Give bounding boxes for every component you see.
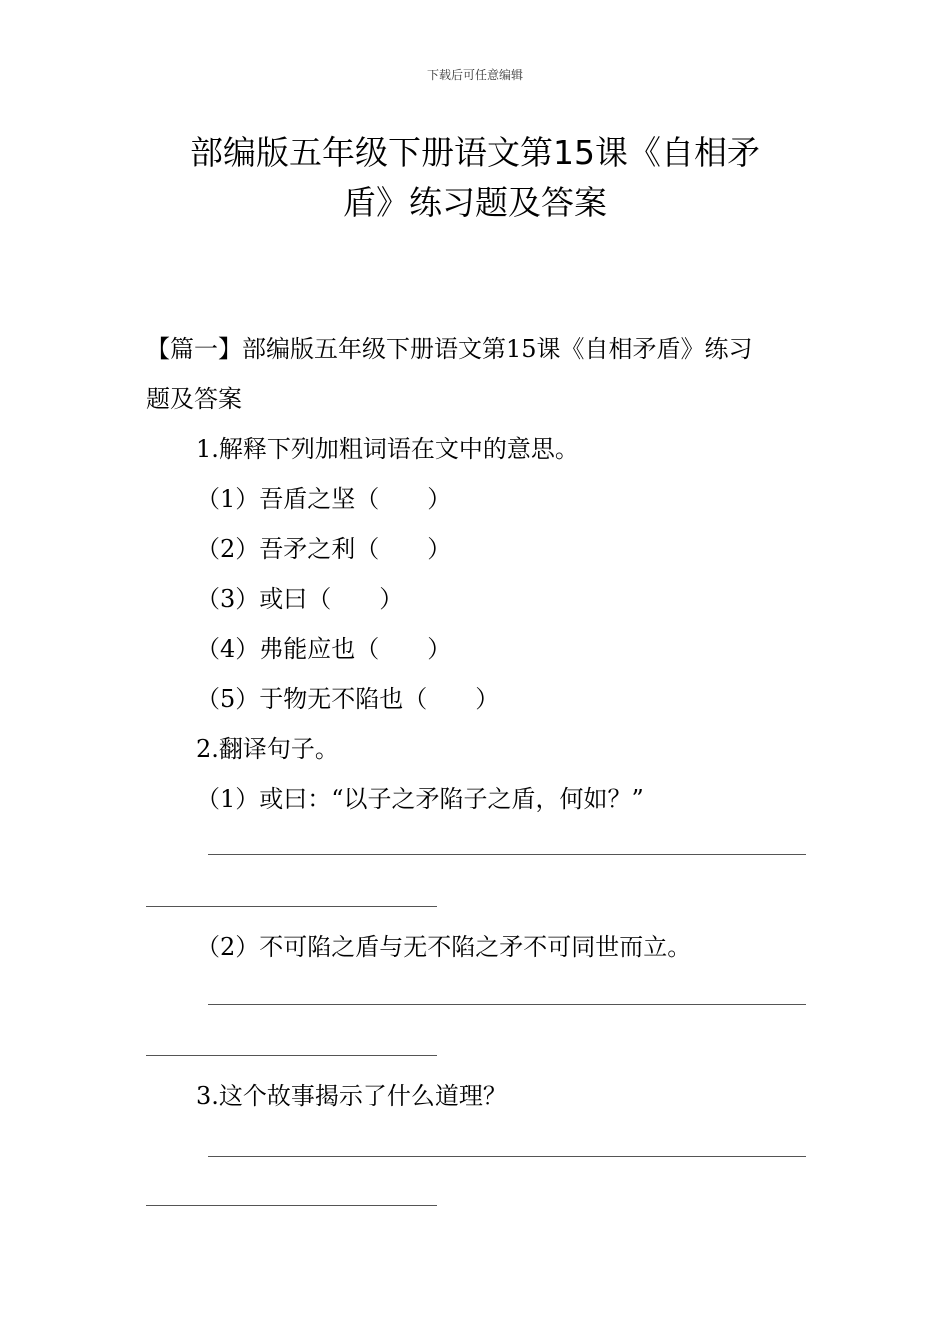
question-1-item-5: （5）于物无不陷也（ ） — [196, 685, 500, 713]
answer-line — [208, 1156, 806, 1157]
question-1-item-1: （1）吾盾之坚（ ） — [196, 485, 452, 513]
answer-line — [146, 1205, 437, 1206]
question-2-prompt: 2.翻译句子。 — [196, 735, 339, 763]
header-note: 下载后可任意编辑 — [426, 68, 523, 82]
section-heading-line-2: 题及答案 — [146, 385, 242, 413]
title-line-2: 盾》练习题及答案 — [343, 183, 607, 222]
answer-line — [146, 1055, 437, 1056]
question-1-item-3: （3）或曰（ ） — [196, 585, 404, 613]
question-1-item-2: （2）吾矛之利（ ） — [196, 535, 452, 563]
answer-line — [146, 906, 437, 907]
title-line-1: 部编版五年级下册语文第15课《自相矛 — [190, 133, 760, 172]
question-1-prompt: 1.解释下列加粗词语在文中的意思。 — [196, 435, 579, 463]
answer-line — [208, 854, 806, 855]
question-2-item-2: （2）不可陷之盾与无不陷之矛不可同世而立。 — [196, 933, 692, 961]
question-2-item-1: （1）或曰：“以子之矛陷子之盾，何如？” — [196, 785, 644, 813]
section-heading-line-1: 【篇一】部编版五年级下册语文第15课《自相矛盾》练习 — [146, 335, 753, 363]
answer-line — [208, 1004, 806, 1005]
question-1-item-4: （4）弗能应也（ ） — [196, 635, 452, 663]
question-3-prompt: 3.这个故事揭示了什么道理？ — [196, 1082, 507, 1110]
page-title — [0, 128, 950, 228]
